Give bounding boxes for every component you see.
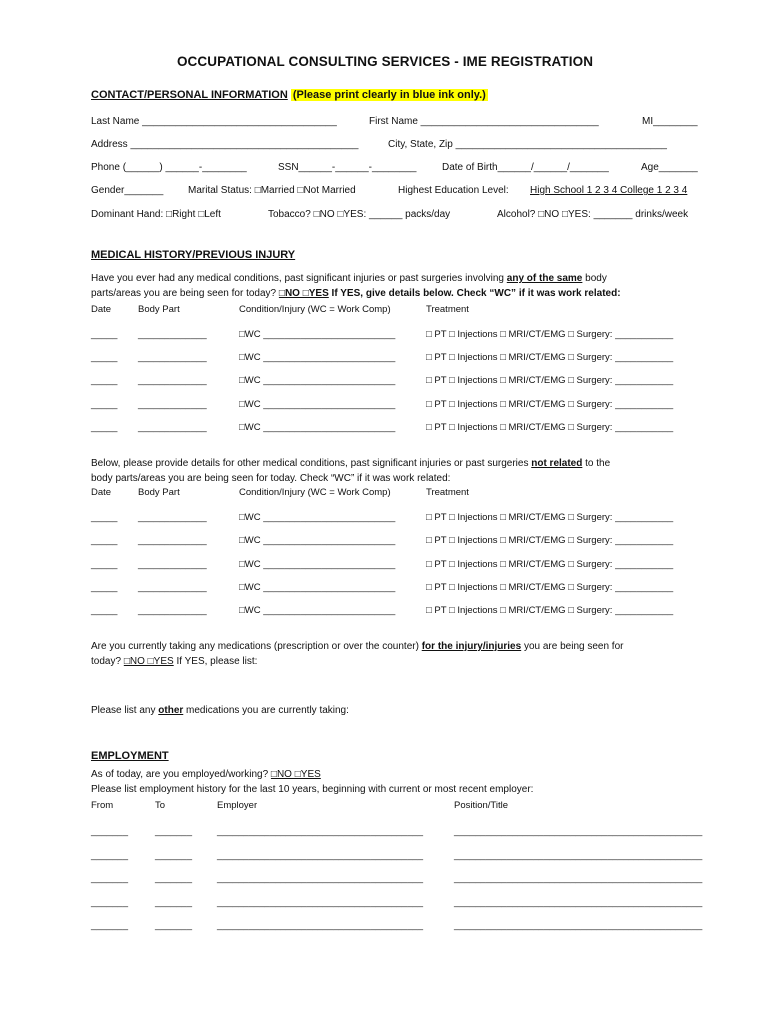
treatment-checkboxes[interactable]: □ PT □ Injections □ MRI/CT/EMG □ Surgery: ___________ <box>426 559 674 570</box>
employment-row <box>0 873 770 887</box>
table-row <box>0 559 770 573</box>
tobacco-field[interactable]: Tobacco? □NO □YES: ______ packs/day <box>268 209 451 220</box>
date-field[interactable]: _____ <box>91 375 118 386</box>
table-row <box>0 512 770 526</box>
contact-note: (Please print clearly in blue ink only.) <box>292 89 486 101</box>
col-from: From <box>91 800 114 811</box>
form-title: OCCUPATIONAL CONSULTING SERVICES - IME REGISTRATION <box>176 54 594 69</box>
table-row <box>0 582 770 596</box>
alcohol-field[interactable]: Alcohol? □NO □YES: _______ drinks/week <box>497 209 689 220</box>
dob-field[interactable]: Date of Birth______/______/_______ <box>442 162 609 173</box>
to-field[interactable]: _______ <box>155 897 192 908</box>
from-field[interactable]: _______ <box>91 826 128 837</box>
col-to: To <box>155 800 166 811</box>
contact-heading: CONTACT/PERSONAL INFORMATION <box>91 89 288 101</box>
body-part-field[interactable]: _____________ <box>138 559 207 570</box>
city-state-zip-field[interactable]: City, State, Zip ______________________________________ <box>388 139 667 150</box>
date-field[interactable]: _____ <box>91 422 118 433</box>
treatment-checkboxes[interactable]: □ PT □ Injections □ MRI/CT/EMG □ Surgery: ___________ <box>426 399 674 410</box>
employment-history-prompt: Please list employment history for the last 10 years, beginning with current or most recent employer: <box>91 784 534 795</box>
body-part-field[interactable]: _____________ <box>138 352 207 363</box>
treatment-checkboxes[interactable]: □ PT □ Injections □ MRI/CT/EMG □ Surgery: ___________ <box>426 512 674 523</box>
medications-question: Are you currently taking any medications (prescription or over the counter) for the injury/injuries you are being seen for today? □NO □YES If YES, please list: <box>91 641 624 667</box>
position-field[interactable]: _______________________________________________ <box>454 920 703 931</box>
employer-field[interactable]: _______________________________________ <box>217 897 424 908</box>
employer-field[interactable]: _______________________________________ <box>217 920 424 931</box>
body-part-field[interactable]: _____________ <box>138 375 207 386</box>
table-row <box>0 329 770 343</box>
from-field[interactable]: _______ <box>91 873 128 884</box>
treatment-checkboxes[interactable]: □ PT □ Injections □ MRI/CT/EMG □ Surgery: ___________ <box>426 422 674 433</box>
contact-section-header <box>91 89 488 101</box>
treatment-checkboxes[interactable]: □ PT □ Injections □ MRI/CT/EMG □ Surgery: ___________ <box>426 582 674 593</box>
wc-condition-field[interactable]: □WC _________________________ <box>239 329 396 340</box>
col-treatment: Treatment <box>426 487 469 498</box>
other-medications-prompt: Please list any other medications you are currently taking: <box>91 705 349 716</box>
mi-field[interactable]: MI________ <box>642 116 698 127</box>
wc-condition-field[interactable]: □WC _________________________ <box>239 559 396 570</box>
treatment-checkboxes[interactable]: □ PT □ Injections □ MRI/CT/EMG □ Surgery: ___________ <box>426 605 674 616</box>
wc-condition-field[interactable]: □WC _________________________ <box>239 399 396 410</box>
body-part-field[interactable]: _____________ <box>138 512 207 523</box>
phone-row <box>0 162 770 176</box>
col-body-part: Body Part <box>138 487 180 498</box>
body-part-field[interactable]: _____________ <box>138 399 207 410</box>
employer-field[interactable]: _______________________________________ <box>217 826 424 837</box>
to-field[interactable]: _______ <box>155 850 192 861</box>
gender-field[interactable]: Gender_______ <box>91 185 164 196</box>
address-field[interactable]: Address _________________________________________ <box>91 139 359 150</box>
wc-condition-field[interactable]: □WC _________________________ <box>239 512 396 523</box>
employment-row <box>0 826 770 840</box>
wc-condition-field[interactable]: □WC _________________________ <box>239 535 396 546</box>
last-name-field[interactable]: Last Name ___________________________________ <box>91 116 337 127</box>
employer-field[interactable]: _______________________________________ <box>217 850 424 861</box>
age-field[interactable]: Age_______ <box>641 162 698 173</box>
position-field[interactable]: _______________________________________________ <box>454 873 703 884</box>
body-part-field[interactable]: _____________ <box>138 582 207 593</box>
table-row <box>0 422 770 436</box>
position-field[interactable]: _______________________________________________ <box>454 897 703 908</box>
employer-field[interactable]: _______________________________________ <box>217 873 424 884</box>
body-part-field[interactable]: _____________ <box>138 329 207 340</box>
date-field[interactable]: _____ <box>91 512 118 523</box>
demographics-row <box>0 185 770 199</box>
body-part-field[interactable]: _____________ <box>138 535 207 546</box>
medical-heading: MEDICAL HISTORY/PREVIOUS INJURY <box>91 249 296 261</box>
medications-checkboxes[interactable]: □NO □YES <box>123 656 174 667</box>
table1-header <box>0 304 770 318</box>
employment-row <box>0 897 770 911</box>
habits-row <box>0 209 770 223</box>
education-options[interactable]: High School 1 2 3 4 College 1 2 3 4 <box>530 185 688 196</box>
employment-row <box>0 920 770 934</box>
name-row <box>0 116 770 130</box>
position-field[interactable]: _______________________________________________ <box>454 850 703 861</box>
marital-status-checkboxes[interactable]: Marital Status: □Married □Not Married <box>188 185 356 196</box>
medical-question-not-related: Below, please provide details for other medical conditions, past significant injuries or past surgeries not related to the body parts/areas you are being seen for today. Check “WC” if it was work related: <box>91 458 611 484</box>
address-row <box>0 139 770 153</box>
medical-question-same: Have you ever had any medical conditions, past significant injuries or past surgeries involving any of the same body parts/areas you are being seen for today? □NO □YES If YES, give details below. Check “WC” if it was work related: <box>91 273 621 299</box>
treatment-checkboxes[interactable]: □ PT □ Injections □ MRI/CT/EMG □ Surgery: ___________ <box>426 329 674 340</box>
col-date: Date <box>91 304 112 315</box>
employment-table-header <box>0 800 770 814</box>
wc-condition-field[interactable]: □WC _________________________ <box>239 422 396 433</box>
wc-condition-field[interactable]: □WC _________________________ <box>239 375 396 386</box>
to-field[interactable]: _______ <box>155 873 192 884</box>
col-date: Date <box>91 487 112 498</box>
body-part-field[interactable]: _____________ <box>138 422 207 433</box>
body-part-field[interactable]: _____________ <box>138 605 207 616</box>
date-field[interactable]: _____ <box>91 352 118 363</box>
col-employer: Employer <box>217 800 258 811</box>
treatment-checkboxes[interactable]: □ PT □ Injections □ MRI/CT/EMG □ Surgery: ___________ <box>426 535 674 546</box>
employment-row <box>0 850 770 864</box>
education-label: Highest Education Level: <box>398 185 509 196</box>
table-row <box>0 605 770 619</box>
table2-header <box>0 487 770 501</box>
same-part-checkboxes[interactable]: □NO □YES <box>278 288 329 299</box>
first-name-field[interactable]: First Name ________________________________ <box>369 116 599 127</box>
table-row <box>0 375 770 389</box>
position-field[interactable]: _______________________________________________ <box>454 826 703 837</box>
col-treatment: Treatment <box>426 304 469 315</box>
date-field[interactable]: _____ <box>91 535 118 546</box>
wc-condition-field[interactable]: □WC _________________________ <box>239 582 396 593</box>
table-row <box>0 352 770 366</box>
date-field[interactable]: _____ <box>91 605 118 616</box>
from-field[interactable]: _______ <box>91 897 128 908</box>
employment-checkboxes[interactable]: □NO □YES <box>270 769 321 780</box>
wc-condition-field[interactable]: □WC _________________________ <box>239 352 396 363</box>
employment-heading: EMPLOYMENT <box>91 750 169 762</box>
wc-condition-field[interactable]: □WC _________________________ <box>239 605 396 616</box>
date-field[interactable]: _____ <box>91 329 118 340</box>
to-field[interactable]: _______ <box>155 826 192 837</box>
phone-field[interactable]: Phone (______) ______-________ <box>91 162 247 173</box>
from-field[interactable]: _______ <box>91 850 128 861</box>
ssn-field[interactable]: SSN______-______-________ <box>278 162 417 173</box>
table-row <box>0 535 770 549</box>
col-body-part: Body Part <box>138 304 180 315</box>
date-field[interactable]: _____ <box>91 559 118 570</box>
from-field[interactable]: _______ <box>91 920 128 931</box>
date-field[interactable]: _____ <box>91 399 118 410</box>
col-condition: Condition/Injury (WC = Work Comp) <box>239 304 391 315</box>
date-field[interactable]: _____ <box>91 582 118 593</box>
dominant-hand-checkboxes[interactable]: Dominant Hand: □Right □Left <box>91 209 221 220</box>
employment-question: As of today, are you employed/working? □NO □YES Please list employment history for the last 10 years, beginning with current or most recent employer: <box>91 767 711 797</box>
col-condition: Condition/Injury (WC = Work Comp) <box>239 487 391 498</box>
col-position: Position/Title <box>454 800 509 811</box>
treatment-checkboxes[interactable]: □ PT □ Injections □ MRI/CT/EMG □ Surgery: ___________ <box>426 352 674 363</box>
table-row <box>0 399 770 413</box>
treatment-checkboxes[interactable]: □ PT □ Injections □ MRI/CT/EMG □ Surgery: ___________ <box>426 375 674 386</box>
to-field[interactable]: _______ <box>155 920 192 931</box>
